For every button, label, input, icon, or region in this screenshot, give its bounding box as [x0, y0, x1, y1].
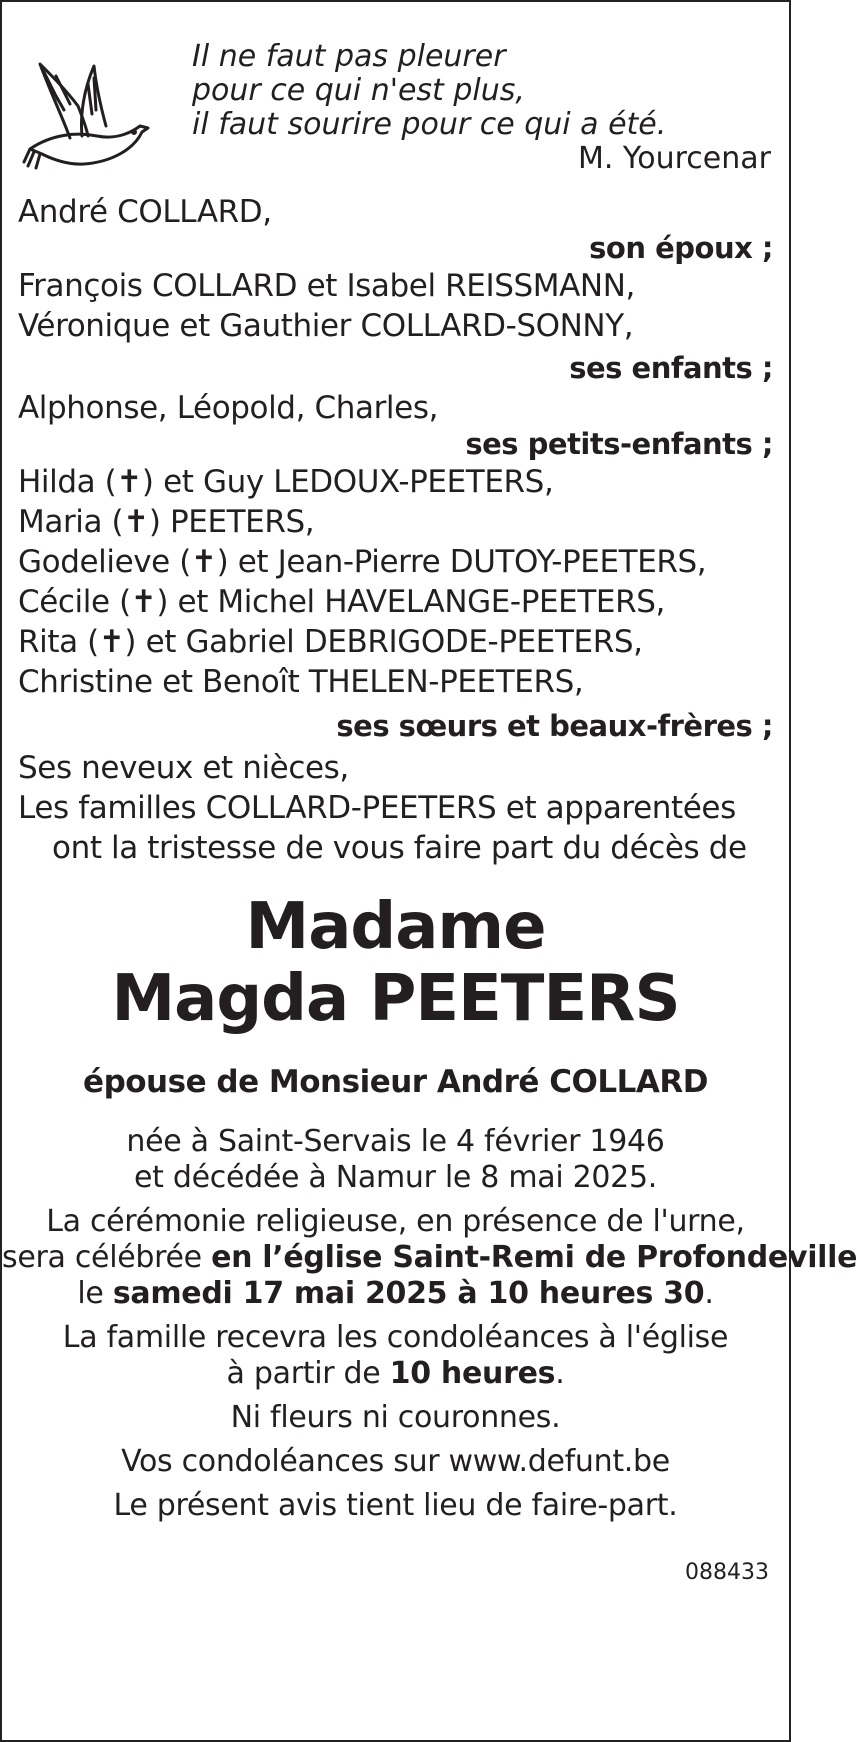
quote-line-2: pour ce qui n'est plus, [192, 73, 525, 108]
condolences-line-1: La famille recevra les condoléances à l'église [62, 1320, 729, 1355]
sibling-5: Rita (✝) et Gabriel DEBRIGODE-PEETERS, [18, 624, 643, 660]
grandchildren-names: Alphonse, Léopold, Charles, [18, 390, 439, 426]
deceased-title: Madame [245, 890, 546, 964]
quote-line-3: il faut sourire pour ce qui a été. [192, 107, 667, 142]
birth-line: née à Saint-Servais le 4 février 1946 [126, 1124, 665, 1159]
sibling-2: Maria (✝) PEETERS, [18, 504, 315, 540]
ceremony-line-1: La cérémonie religieuse, en présence de l'urne, [46, 1204, 745, 1239]
flowers-line: Ni fleurs ni couronnes. [230, 1400, 561, 1435]
ceremony-line-3: le samedi 17 mai 2025 à 10 heures 30. [77, 1276, 714, 1311]
sibling-3: Godelieve (✝) et Jean-Pierre DUTOY-PEETERS, [18, 544, 707, 580]
spouse-relation: son époux ; [589, 231, 773, 265]
condolences-time: 10 heures [389, 1356, 556, 1391]
online-condolences-line: Vos condoléances sur www.defunt.be [121, 1444, 670, 1479]
church-name: en l’église Saint-Remi de Profondeville [211, 1240, 857, 1275]
spouse-name: André COLLARD, [18, 194, 272, 230]
child-2: Véronique et Gauthier COLLARD-SONNY, [18, 308, 634, 344]
child-1: François COLLARD et Isabel REISSMANN, [18, 268, 635, 304]
deceased-name: Magda PEETERS [111, 962, 680, 1036]
reference-number: 088433 [685, 1560, 769, 1585]
nephews-line: Ses neveux et nièces, [18, 750, 349, 786]
quote-line-1: Il ne faut pas pleurer [192, 39, 506, 74]
ceremony-date: samedi 17 mai 2025 à 10 heures 30 [112, 1276, 705, 1311]
grandchildren-relation: ses petits-enfants ; [465, 427, 773, 461]
quote-author: M. Yourcenar [577, 141, 771, 176]
children-relation: ses enfants ; [569, 351, 773, 385]
announcement-line: ont la tristesse de vous faire part du décès de [52, 830, 747, 866]
sibling-4: Cécile (✝) et Michel HAVELANGE-PEETERS, [18, 584, 665, 620]
condolences-line-2: à partir de 10 heures. [226, 1356, 565, 1391]
ceremony-line-2: sera célébrée en l’église Saint-Remi de Profondeville [2, 1240, 857, 1275]
dove-icon [22, 54, 162, 184]
sibling-6: Christine et Benoît THELEN-PEETERS, [18, 664, 584, 700]
sibling-1: Hilda (✝) et Guy LEDOUX-PEETERS, [18, 464, 554, 500]
death-line: et décédée à Namur le 8 mai 2025. [134, 1160, 657, 1195]
siblings-relation: ses sœurs et beaux-frères ; [336, 709, 773, 743]
deceased-subtitle: épouse de Monsieur André COLLARD [83, 1064, 708, 1100]
notice-line: Le présent avis tient lieu de faire-part. [113, 1488, 678, 1523]
families-line: Les familles COLLARD-PEETERS et apparentées [18, 790, 736, 826]
